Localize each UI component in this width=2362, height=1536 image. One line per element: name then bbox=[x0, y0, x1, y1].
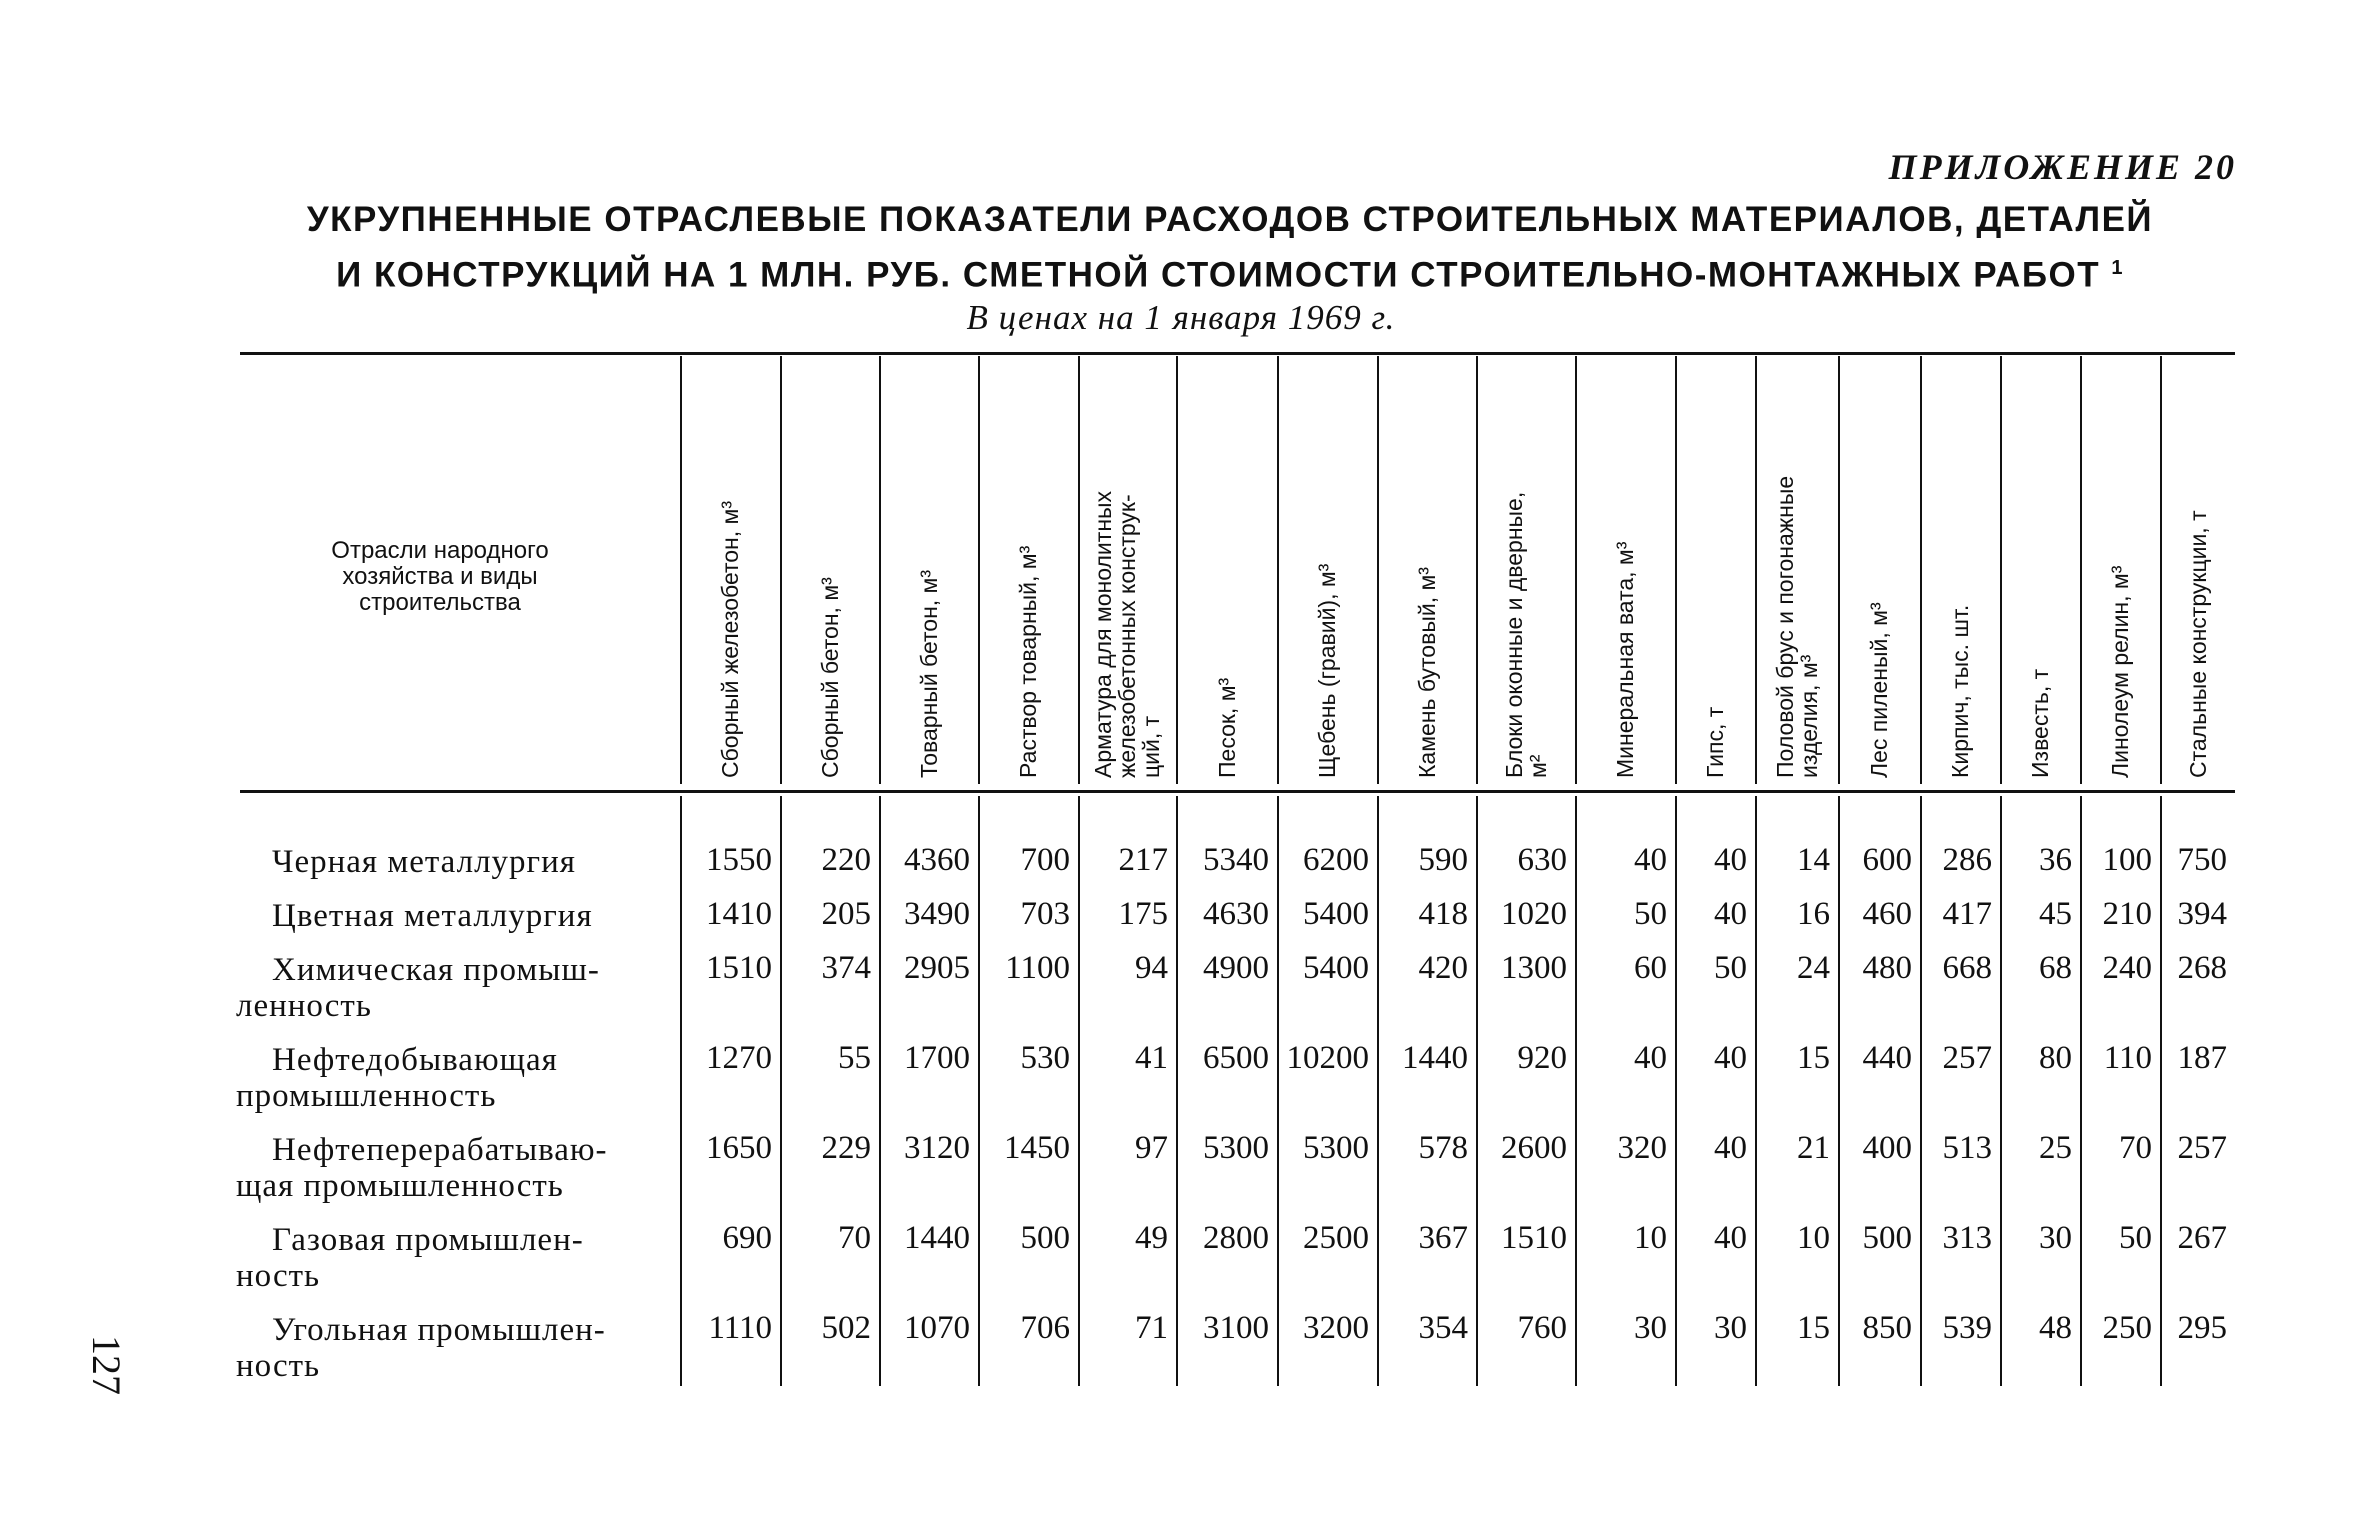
column-header: Линолеум релин, м³ bbox=[2107, 565, 2133, 778]
table-cell: 40 bbox=[1714, 1130, 1747, 1166]
table-cell: 100 bbox=[2102, 842, 2152, 878]
column-rule-body bbox=[1675, 796, 1677, 1386]
column-rule-header bbox=[1675, 356, 1677, 784]
table-cell: 220 bbox=[821, 842, 871, 878]
column-rule-body bbox=[1277, 796, 1279, 1386]
table-cell: 502 bbox=[821, 1310, 871, 1346]
table-cell: 4900 bbox=[1203, 950, 1269, 986]
row-label bbox=[236, 1132, 664, 1204]
row-label-line: Нефтедобывающая bbox=[272, 1042, 558, 1078]
column-rule-header bbox=[2080, 356, 2082, 784]
table-cell: 70 bbox=[838, 1220, 871, 1256]
page-number: 127 bbox=[84, 1335, 129, 1395]
table-cell: 250 bbox=[2102, 1310, 2152, 1346]
column-rule-header bbox=[978, 356, 980, 784]
column-rule-body bbox=[978, 796, 980, 1386]
column-header: Щебень (гравий), м³ bbox=[1314, 563, 1340, 778]
table-cell: 175 bbox=[1118, 896, 1168, 932]
appendix-label: ПРИЛОЖЕНИЕ 20 bbox=[1888, 147, 2237, 187]
table-cell: 70 bbox=[2119, 1130, 2152, 1166]
table-cell: 703 bbox=[1020, 896, 1070, 932]
column-rule-header bbox=[1755, 356, 1757, 784]
table-cell: 706 bbox=[1020, 1310, 1070, 1346]
price-basis-subtitle: В ценах на 1 января 1969 г. bbox=[966, 298, 1396, 337]
table-cell: 15 bbox=[1797, 1040, 1830, 1076]
table-cell: 500 bbox=[1020, 1220, 1070, 1256]
table-cell: 5340 bbox=[1203, 842, 1269, 878]
table-cell: 500 bbox=[1862, 1220, 1912, 1256]
table-cell: 15 bbox=[1797, 1310, 1830, 1346]
table-cell: 354 bbox=[1418, 1310, 1468, 1346]
row-label bbox=[236, 952, 664, 1024]
table-cell: 97 bbox=[1135, 1130, 1168, 1166]
table-cell: 3200 bbox=[1303, 1310, 1369, 1346]
table-cell: 267 bbox=[2177, 1220, 2227, 1256]
table-cell: 205 bbox=[821, 896, 871, 932]
column-header: Раствор товарный, м³ bbox=[1015, 545, 1041, 778]
column-header: Товарный бетон, м³ bbox=[915, 569, 942, 778]
table-cell: 60 bbox=[1634, 950, 1667, 986]
table-cell: 25 bbox=[2039, 1130, 2072, 1166]
row-label-line: Газовая промышлен- bbox=[272, 1222, 584, 1258]
table-cell: 6500 bbox=[1203, 1040, 1269, 1076]
column-rule-body bbox=[1377, 796, 1379, 1386]
table-cell: 850 bbox=[1862, 1310, 1912, 1346]
row-label-line: ленность bbox=[236, 988, 372, 1024]
column-rule-body bbox=[1838, 796, 1840, 1386]
table-cell: 49 bbox=[1135, 1220, 1168, 1256]
table-cell: 3120 bbox=[904, 1130, 970, 1166]
table-cell: 30 bbox=[1714, 1310, 1747, 1346]
column-rule-body bbox=[1920, 796, 1922, 1386]
table-cell: 530 bbox=[1020, 1040, 1070, 1076]
row-label-line: промышленность bbox=[236, 1078, 497, 1114]
row-label bbox=[272, 844, 664, 880]
column-rule-header bbox=[1078, 356, 1080, 784]
table-cell: 1410 bbox=[706, 896, 772, 932]
column-header: Гипс, т bbox=[1702, 706, 1728, 778]
column-header: Известь, т bbox=[2027, 668, 2053, 778]
table-cell: 1510 bbox=[1501, 1220, 1567, 1256]
table-cell: 50 bbox=[2119, 1220, 2152, 1256]
table-cell: 2600 bbox=[1501, 1130, 1567, 1166]
table-top-rule bbox=[240, 352, 2235, 355]
table-cell: 40 bbox=[1714, 1040, 1747, 1076]
table-cell: 48 bbox=[2039, 1310, 2072, 1346]
row-label bbox=[272, 898, 664, 934]
table-cell: 40 bbox=[1714, 1220, 1747, 1256]
table-cell: 40 bbox=[1634, 1040, 1667, 1076]
title-line-2 bbox=[250, 244, 2210, 300]
table-cell: 40 bbox=[1714, 842, 1747, 878]
table-cell: 920 bbox=[1517, 1040, 1567, 1076]
stub-header: Отрасли народного хозяйства и виды строительства bbox=[331, 537, 549, 616]
column-rule-body bbox=[680, 796, 682, 1386]
title-line-1: УКРУПНЕННЫЕ ОТРАСЛЕВЫЕ ПОКАЗАТЕЛИ РАСХОДОВ СТРОИТЕЛЬНЫХ МАТЕРИАЛОВ, ДЕТАЛЕЙ bbox=[306, 200, 2154, 239]
table-cell: 1270 bbox=[706, 1040, 772, 1076]
table-cell: 690 bbox=[722, 1220, 772, 1256]
table-cell: 4630 bbox=[1203, 896, 1269, 932]
table-cell: 80 bbox=[2039, 1040, 2072, 1076]
table-cell: 578 bbox=[1418, 1130, 1468, 1166]
column-rule-body bbox=[2000, 796, 2002, 1386]
row-label-line: Нефтеперерабатываю- bbox=[272, 1132, 608, 1168]
table-cell: 50 bbox=[1634, 896, 1667, 932]
table-cell: 420 bbox=[1418, 950, 1468, 986]
table-cell: 5300 bbox=[1303, 1130, 1369, 1166]
column-rule-body bbox=[879, 796, 881, 1386]
table-cell: 40 bbox=[1634, 842, 1667, 878]
column-rule-header bbox=[2000, 356, 2002, 784]
table-cell: 418 bbox=[1418, 896, 1468, 932]
column-rule-header bbox=[1176, 356, 1178, 784]
row-label-line: ность bbox=[236, 1348, 321, 1384]
column-rule-body bbox=[1078, 796, 1080, 1386]
table-cell: 30 bbox=[1634, 1310, 1667, 1346]
table-cell: 1070 bbox=[904, 1310, 970, 1346]
table-cell: 460 bbox=[1862, 896, 1912, 932]
table-cell: 367 bbox=[1418, 1220, 1468, 1256]
row-label bbox=[236, 1042, 664, 1114]
table-cell: 268 bbox=[2177, 950, 2227, 986]
table-cell: 257 bbox=[1942, 1040, 1992, 1076]
table-cell: 1440 bbox=[1402, 1040, 1468, 1076]
table-cell: 1440 bbox=[904, 1220, 970, 1256]
table-cell: 295 bbox=[2177, 1310, 2227, 1346]
table-cell: 2905 bbox=[904, 950, 970, 986]
table-cell: 1100 bbox=[1005, 950, 1070, 986]
column-rule-header bbox=[1838, 356, 1840, 784]
table-cell: 630 bbox=[1517, 842, 1567, 878]
table-cell: 41 bbox=[1135, 1040, 1168, 1076]
table-cell: 590 bbox=[1418, 842, 1468, 878]
table-cell: 400 bbox=[1862, 1130, 1912, 1166]
column-rule-header bbox=[1277, 356, 1279, 784]
column-header: Сборный бетон, м³ bbox=[816, 577, 843, 778]
table-cell: 760 bbox=[1517, 1310, 1567, 1346]
column-rule-header bbox=[879, 356, 881, 784]
column-header: Камень бутовый, м³ bbox=[1413, 567, 1440, 778]
table-cell: 1510 bbox=[706, 950, 772, 986]
footnote-mark: 1 bbox=[2111, 257, 2124, 279]
table-cell: 40 bbox=[1714, 896, 1747, 932]
column-rule-header bbox=[1920, 356, 1922, 784]
table-cell: 1450 bbox=[1004, 1130, 1070, 1166]
table-cell: 6200 bbox=[1303, 842, 1369, 878]
table-cell: 217 bbox=[1118, 842, 1168, 878]
table-cell: 440 bbox=[1862, 1040, 1912, 1076]
column-header: Половой брус и погонажные изделия, м³ bbox=[1771, 475, 1822, 778]
table-cell: 1020 bbox=[1501, 896, 1567, 932]
table-cell: 10200 bbox=[1286, 1040, 1369, 1076]
column-header: Блоки оконные и дверные, м² bbox=[1500, 491, 1551, 778]
table-cell: 668 bbox=[1942, 950, 1992, 986]
table-cell: 10 bbox=[1634, 1220, 1667, 1256]
column-rule-header bbox=[2160, 356, 2162, 784]
table-cell: 14 bbox=[1797, 842, 1830, 878]
table-cell: 21 bbox=[1797, 1130, 1830, 1166]
column-rule-body bbox=[2160, 796, 2162, 1386]
table-cell: 36 bbox=[2039, 842, 2072, 878]
table-cell: 210 bbox=[2102, 896, 2152, 932]
table-cell: 5400 bbox=[1303, 896, 1369, 932]
table-cell: 45 bbox=[2039, 896, 2072, 932]
column-rule-body bbox=[780, 796, 782, 1386]
column-header: Минеральная вата, м³ bbox=[1612, 541, 1638, 778]
column-rule-body bbox=[1476, 796, 1478, 1386]
table-cell: 3100 bbox=[1203, 1310, 1269, 1346]
table-cell: 30 bbox=[2039, 1220, 2072, 1256]
column-rule-body bbox=[1755, 796, 1757, 1386]
table-cell: 2800 bbox=[1203, 1220, 1269, 1256]
table-cell: 94 bbox=[1135, 950, 1168, 986]
table-cell: 513 bbox=[1942, 1130, 1992, 1166]
table-cell: 1650 bbox=[706, 1130, 772, 1166]
column-header: Песок, м³ bbox=[1213, 677, 1240, 778]
row-label-line: Цветная металлургия bbox=[272, 898, 593, 934]
table-cell: 240 bbox=[2102, 950, 2152, 986]
row-label-line: Химическая промыш- bbox=[272, 952, 600, 988]
table-cell: 700 bbox=[1020, 842, 1070, 878]
column-header: Арматура для монолитных железобетонных конструк- ций, т bbox=[1090, 490, 1164, 778]
table-cell: 257 bbox=[2177, 1130, 2227, 1166]
column-rule-body bbox=[1176, 796, 1178, 1386]
table-cell: 50 bbox=[1714, 950, 1747, 986]
table-cell: 55 bbox=[838, 1040, 871, 1076]
table-cell: 480 bbox=[1862, 950, 1912, 986]
table-cell: 5400 bbox=[1303, 950, 1369, 986]
table-cell: 71 bbox=[1135, 1310, 1168, 1346]
column-rule-header bbox=[1476, 356, 1478, 784]
table-cell: 1300 bbox=[1501, 950, 1567, 986]
table-cell: 2500 bbox=[1303, 1220, 1369, 1256]
table-cell: 229 bbox=[821, 1130, 871, 1166]
table-cell: 68 bbox=[2039, 950, 2072, 986]
table-cell: 187 bbox=[2177, 1040, 2227, 1076]
table-cell: 10 bbox=[1797, 1220, 1830, 1256]
column-rule-body bbox=[2080, 796, 2082, 1386]
row-label-line: ность bbox=[236, 1258, 321, 1294]
table-cell: 286 bbox=[1942, 842, 1992, 878]
header-bottom-rule bbox=[240, 790, 2235, 793]
row-label-line: щая промышленность bbox=[236, 1168, 564, 1204]
row-label-line: Черная металлургия bbox=[272, 844, 576, 880]
table-cell: 110 bbox=[2103, 1040, 2152, 1076]
table-cell: 394 bbox=[2177, 896, 2227, 932]
column-header: Сборный железобетон, м³ bbox=[717, 501, 743, 778]
table-cell: 5300 bbox=[1203, 1130, 1269, 1166]
row-label bbox=[236, 1312, 664, 1384]
table-cell: 1700 bbox=[904, 1040, 970, 1076]
title-line-2-text: И КОНСТРУКЦИЙ НА 1 МЛН. РУБ. СМЕТНОЙ СТОИМОСТИ СТРОИТЕЛЬНО-МОНТАЖНЫХ РАБОТ bbox=[336, 255, 2101, 295]
row-label bbox=[236, 1222, 664, 1294]
column-header: Лес пиленый, м³ bbox=[1866, 602, 1892, 778]
column-rule-body bbox=[1575, 796, 1577, 1386]
table-cell: 600 bbox=[1862, 842, 1912, 878]
table-cell: 750 bbox=[2177, 842, 2227, 878]
table-cell: 1550 bbox=[706, 842, 772, 878]
table-cell: 24 bbox=[1797, 950, 1830, 986]
column-rule-header bbox=[1575, 356, 1577, 784]
table-cell: 313 bbox=[1942, 1220, 1992, 1256]
table-cell: 4360 bbox=[904, 842, 970, 878]
table-cell: 3490 bbox=[904, 896, 970, 932]
table-cell: 320 bbox=[1617, 1130, 1667, 1166]
row-label-line: Угольная промышлен- bbox=[272, 1312, 606, 1348]
table-cell: 16 bbox=[1797, 896, 1830, 932]
column-rule-header bbox=[1377, 356, 1379, 784]
table-cell: 374 bbox=[821, 950, 871, 986]
column-rule-header bbox=[680, 356, 682, 784]
column-rule-header bbox=[780, 356, 782, 784]
column-header: Стальные конструкции, т bbox=[2184, 510, 2211, 778]
table-cell: 1110 bbox=[708, 1310, 772, 1346]
page-title bbox=[250, 196, 2210, 300]
table-cell: 539 bbox=[1942, 1310, 1992, 1346]
column-header: Кирпич, тыс. шт. bbox=[1947, 604, 1973, 778]
table-cell: 417 bbox=[1942, 896, 1992, 932]
